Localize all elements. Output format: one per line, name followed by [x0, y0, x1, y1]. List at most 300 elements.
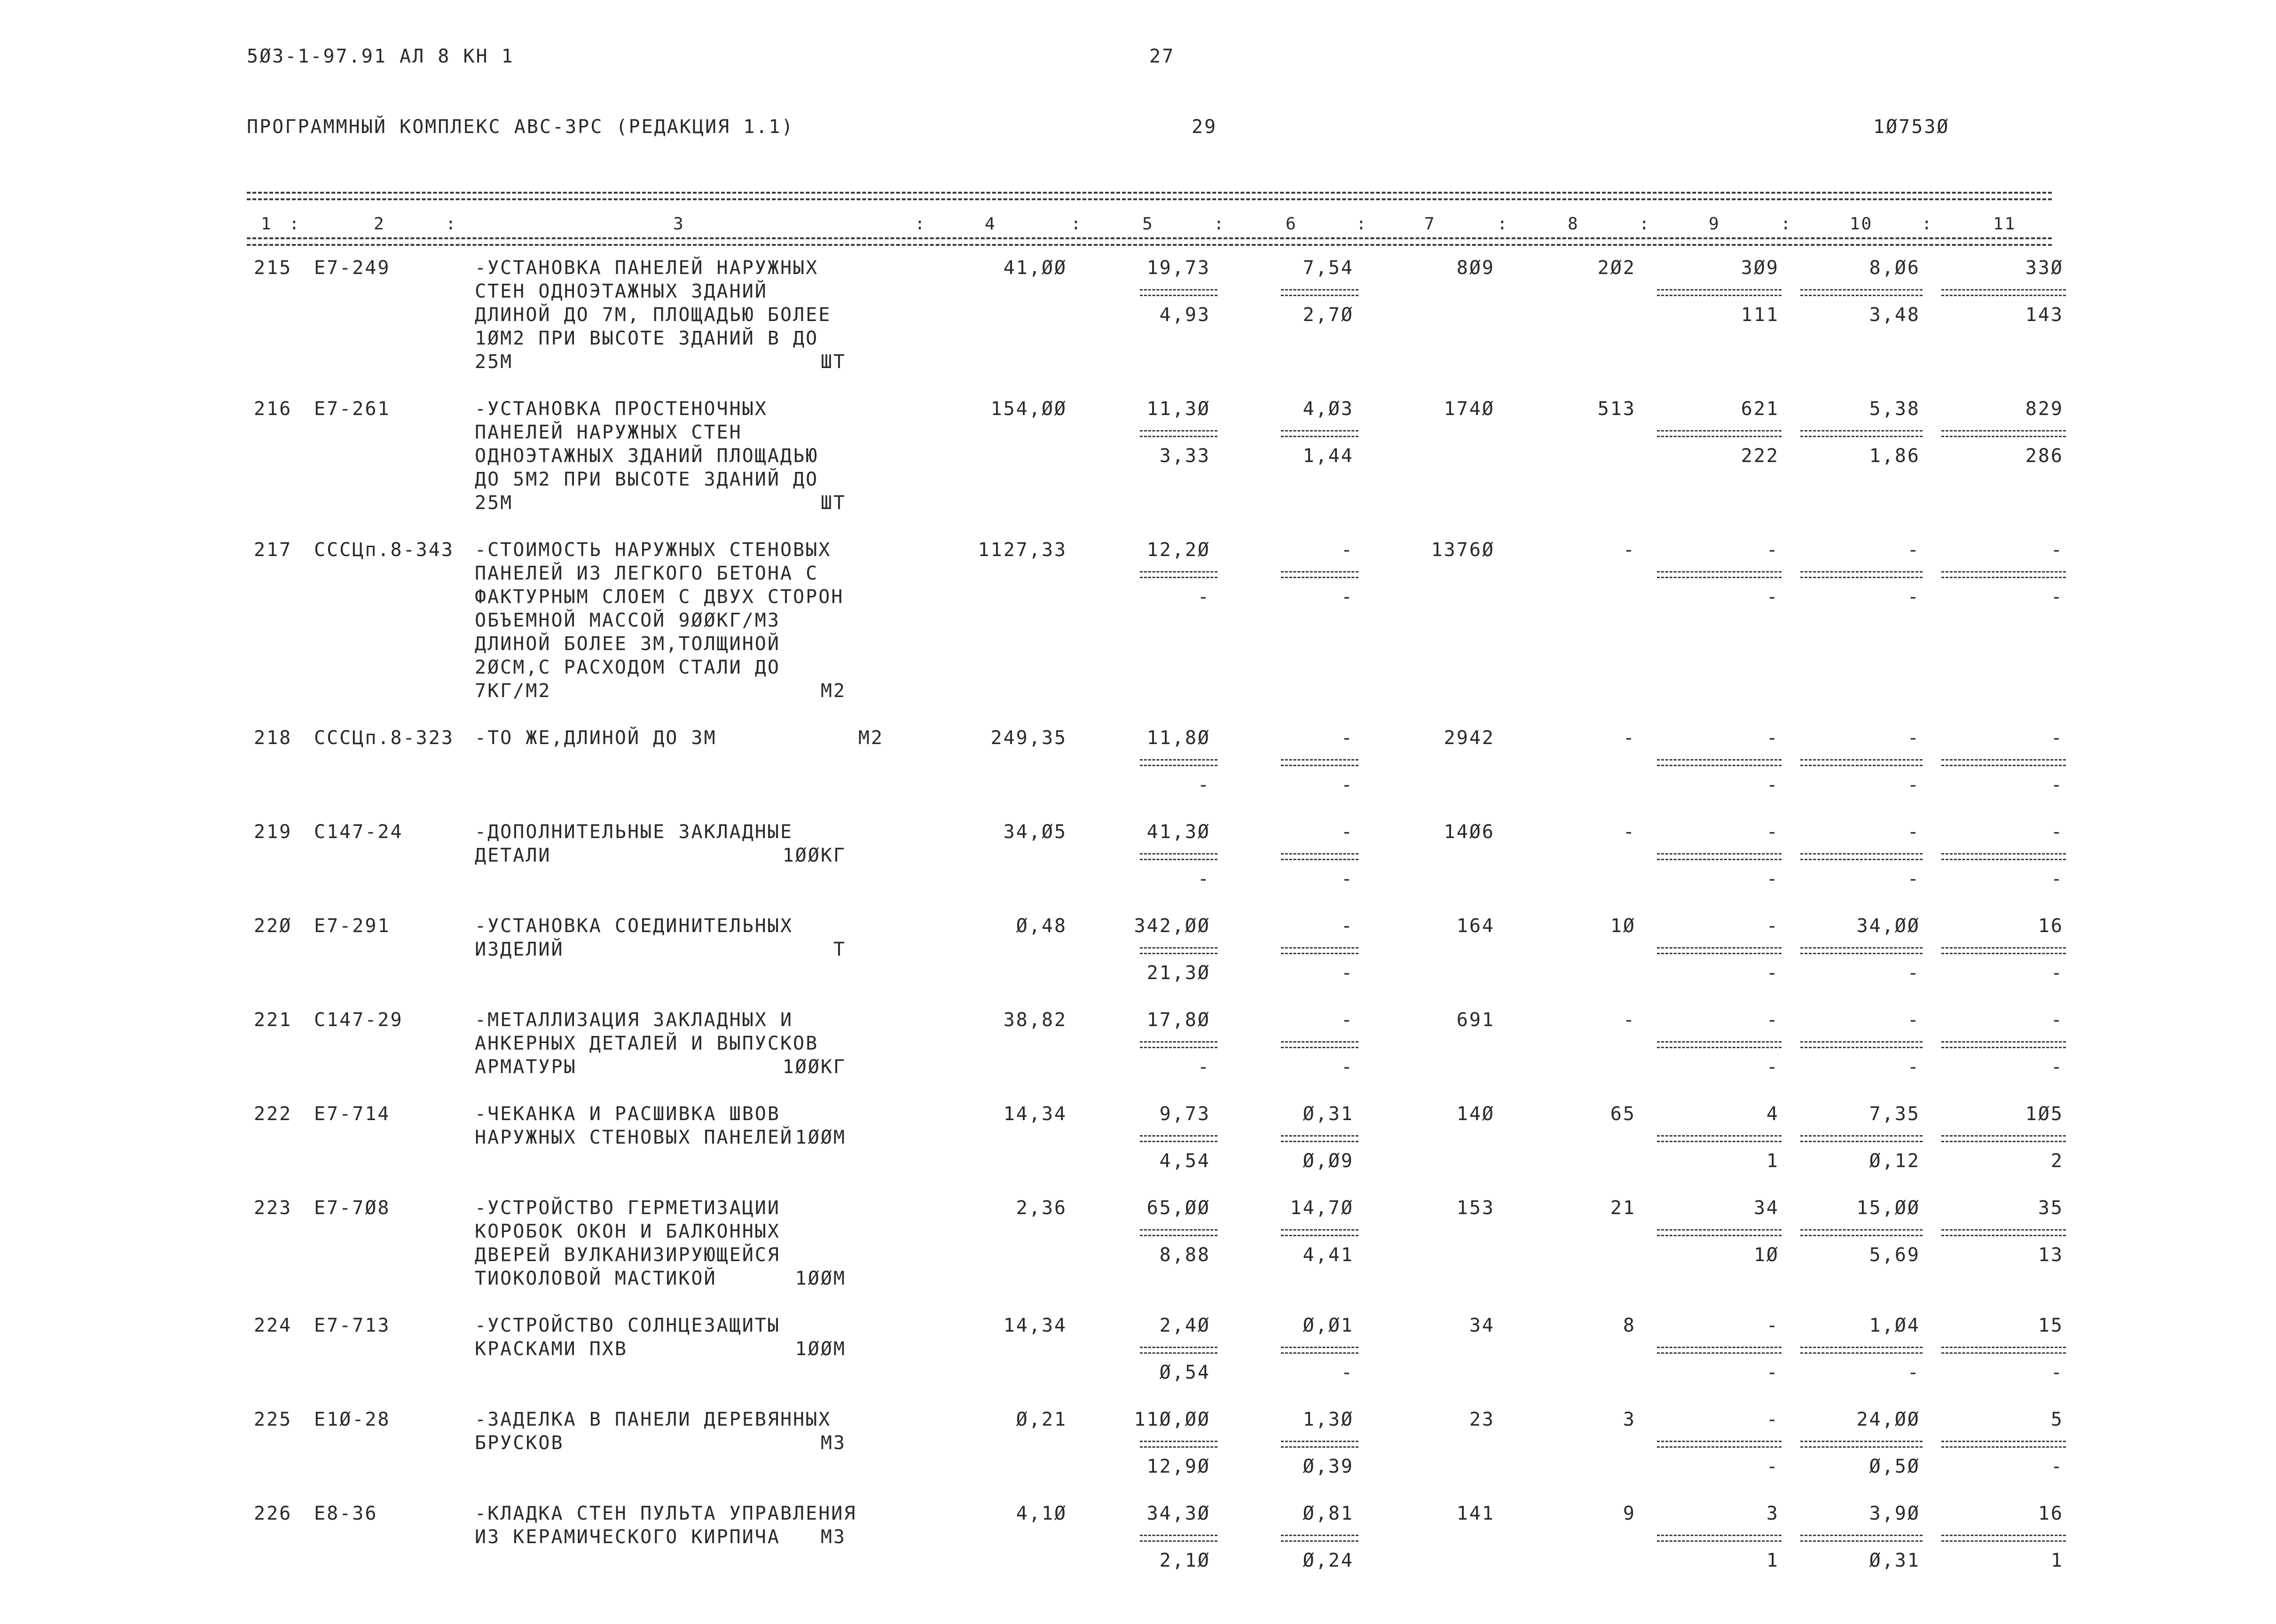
- row-number: 218: [254, 727, 292, 749]
- cell-c5b: 12,9Ø: [1146, 1456, 1210, 1477]
- row-code: Е7-7Ø8: [314, 1197, 391, 1219]
- fraction-rule: [1800, 1041, 1923, 1043]
- cell-c9a: 3Ø9: [1741, 257, 1779, 279]
- fraction-rule: [1800, 577, 1923, 578]
- cell-c6a: 4,Ø3: [1303, 398, 1354, 420]
- row-unit: ШТ: [820, 351, 846, 373]
- cell-c5b: Ø,54: [1159, 1362, 1210, 1383]
- cell-c8: 21: [1610, 1197, 1636, 1219]
- cell-c9b: -: [1766, 962, 1779, 984]
- fraction-rule: [1800, 1141, 1923, 1142]
- cell-c5b: 4,54: [1159, 1150, 1210, 1172]
- fraction-rule: [1941, 853, 2066, 855]
- cell-c10b: Ø,12: [1869, 1150, 1920, 1172]
- row-description-line: ДО 5М2 ПРИ ВЫСОТЕ ЗДАНИЙ ДО: [475, 469, 819, 490]
- cell-c7: 1376Ø: [1431, 539, 1495, 561]
- row-description-line: ПАНЕЛЕЙ ИЗ ЛЕГКОГО БЕТОНА С: [475, 563, 819, 584]
- cell-c4: Ø,21: [1016, 1409, 1067, 1430]
- table-header-bottom-rule-2: [247, 244, 2052, 246]
- fraction-rule: [1281, 947, 1358, 949]
- row-description-line: ОДНОЭТАЖНЫХ ЗДАНИЙ ПЛОЩАДЬЮ: [475, 445, 819, 467]
- fraction-rule: [1140, 1229, 1217, 1231]
- row-unit: 1ØØКГ: [782, 1056, 846, 1078]
- fraction-rule: [1140, 1535, 1217, 1536]
- fraction-rule: [1281, 1041, 1358, 1043]
- fraction-rule: [1281, 577, 1358, 578]
- cell-c11b: -: [2050, 586, 2064, 608]
- table-row: [0, 397, 2276, 519]
- fraction-rule: [1941, 1041, 2066, 1043]
- table-top-rule-1: [247, 192, 2052, 194]
- cell-c10b: 1,86: [1869, 445, 1920, 467]
- cell-c6a: -: [1341, 821, 1354, 843]
- fraction-rule: [1281, 1535, 1358, 1536]
- col-header-sep: :: [446, 214, 457, 234]
- cell-c9a: -: [1766, 1315, 1779, 1336]
- row-description-line: -ДОПОЛНИТЕЛЬНЫЕ ЗАКЛАДНЫЕ: [475, 821, 793, 843]
- col-header-sep: :: [1214, 214, 1225, 234]
- fraction-rule: [1657, 1041, 1782, 1043]
- table-row: [0, 1502, 2276, 1624]
- cell-c7: 23: [1469, 1409, 1495, 1430]
- row-description-line: ФАКТУРНЫМ СЛОЕМ С ДВУХ СТОРОН: [475, 586, 844, 608]
- row-unit: Т: [833, 939, 846, 960]
- fraction-rule: [1140, 1135, 1217, 1137]
- row-unit: ШТ: [820, 492, 846, 514]
- row-description-line: -УСТРОЙСТВО ГЕРМЕТИЗАЦИИ: [475, 1197, 780, 1219]
- row-code: Е7-249: [314, 257, 391, 279]
- document-code: 5Ø3-1-97.91 АЛ 8 КН 1: [247, 46, 514, 67]
- cell-c6b: -: [1341, 1056, 1354, 1078]
- row-description-line: ИЗДЕЛИЙ: [475, 939, 564, 960]
- row-unit: М3: [820, 1432, 846, 1454]
- fraction-rule: [1657, 853, 1782, 855]
- col-header-7: 7: [1424, 214, 1436, 234]
- row-description-line: КРАСКАМИ ПХВ: [475, 1338, 628, 1360]
- row-code: Е7-291: [314, 915, 391, 937]
- cell-c11b: 143: [2025, 304, 2064, 326]
- cell-c11a: -: [2050, 821, 2064, 843]
- cell-c6b: 1,44: [1303, 445, 1354, 467]
- cell-c5b: -: [1197, 868, 1210, 890]
- cell-c6a: Ø,81: [1303, 1503, 1354, 1524]
- fraction-rule: [1800, 859, 1923, 860]
- row-description-line: 1ØМ2 ПРИ ВЫСОТЕ ЗДАНИЙ В ДО: [475, 328, 819, 349]
- row-number: 22Ø: [254, 915, 292, 937]
- fraction-rule: [1657, 295, 1782, 296]
- cell-c6a: 14,7Ø: [1290, 1197, 1354, 1219]
- cell-c11b: -: [2050, 1456, 2064, 1477]
- cell-c5b: -: [1197, 586, 1210, 608]
- row-unit: 1ØØМ: [795, 1268, 846, 1289]
- fraction-rule: [1800, 853, 1923, 855]
- cell-c10b: -: [1907, 962, 1920, 984]
- fraction-rule: [1657, 859, 1782, 860]
- fraction-rule: [1140, 1141, 1217, 1142]
- cell-c10b: -: [1907, 868, 1920, 890]
- fraction-rule: [1657, 571, 1782, 573]
- document-id: 1Ø753Ø: [1873, 116, 1950, 138]
- fraction-rule: [1657, 430, 1782, 431]
- cell-c8: 513: [1597, 398, 1636, 420]
- cell-c5a: 34,3Ø: [1146, 1503, 1210, 1524]
- fraction-rule: [1657, 1535, 1782, 1536]
- fraction-rule: [1281, 430, 1358, 431]
- row-number: 221: [254, 1009, 292, 1031]
- fraction-rule: [1657, 1235, 1782, 1236]
- row-unit: 1ØØКГ: [782, 845, 846, 866]
- cell-c9b: 1: [1766, 1550, 1779, 1571]
- cell-c11a: 829: [2025, 398, 2064, 420]
- cell-c6b: 2,7Ø: [1303, 304, 1354, 326]
- row-description-line: ДЛИНОЙ БОЛЕЕ 3М,ТОЛЩИНОЙ: [475, 633, 780, 655]
- fraction-rule: [1800, 765, 1923, 766]
- fraction-rule: [1941, 859, 2066, 860]
- cell-c11b: 2: [2050, 1150, 2064, 1172]
- cell-c4: 154,ØØ: [990, 398, 1067, 420]
- cell-c4: 34,Ø5: [1003, 821, 1067, 843]
- col-header-11: 11: [1993, 214, 2017, 234]
- cell-c4: 249,35: [990, 727, 1067, 749]
- row-code: Е1Ø-28: [314, 1409, 391, 1430]
- cell-c4: 38,82: [1003, 1009, 1067, 1031]
- cell-c9a: 34: [1753, 1197, 1779, 1219]
- row-number: 225: [254, 1409, 292, 1430]
- cell-c6b: Ø,39: [1303, 1456, 1354, 1477]
- cell-c5b: 4,93: [1159, 304, 1210, 326]
- cell-c10a: 3,9Ø: [1869, 1503, 1920, 1524]
- cell-c9b: -: [1766, 1456, 1779, 1477]
- fraction-rule: [1281, 1235, 1358, 1236]
- fraction-rule: [1800, 947, 1923, 949]
- cell-c5b: 3,33: [1159, 445, 1210, 467]
- table-top-rule-2: [247, 198, 2052, 200]
- cell-c7: 14Ø: [1456, 1103, 1495, 1125]
- cell-c5b: 21,3Ø: [1146, 962, 1210, 984]
- fraction-rule: [1800, 289, 1923, 290]
- row-description-line: -ЧЕКАНКА И РАСШИВКА ШВОВ: [475, 1103, 780, 1125]
- cell-c10a: 15,ØØ: [1856, 1197, 1920, 1219]
- cell-c7: 8Ø9: [1456, 257, 1495, 279]
- cell-c7: 153: [1456, 1197, 1495, 1219]
- cell-c10b: 5,69: [1869, 1244, 1920, 1266]
- row-code: Е7-714: [314, 1103, 391, 1125]
- fraction-rule: [1140, 571, 1217, 573]
- row-code: Е7-713: [314, 1315, 391, 1336]
- fraction-rule: [1800, 430, 1923, 431]
- fraction-rule: [1657, 1135, 1782, 1137]
- fraction-rule: [1140, 295, 1217, 296]
- cell-c4: 14,34: [1003, 1103, 1067, 1125]
- row-code: Е8-36: [314, 1503, 378, 1524]
- cell-c4: 1127,33: [978, 539, 1067, 561]
- cell-c10b: 3,48: [1869, 304, 1920, 326]
- cell-c4: 4,1Ø: [1016, 1503, 1067, 1524]
- fraction-rule: [1140, 853, 1217, 855]
- row-code: СССЦп.8-343: [314, 539, 454, 561]
- fraction-rule: [1281, 859, 1358, 860]
- cell-c10a: -: [1907, 821, 1920, 843]
- row-description-line: -МЕТАЛЛИЗАЦИЯ ЗАКЛАДНЫХ И: [475, 1009, 793, 1031]
- cell-c5a: 2,4Ø: [1159, 1315, 1210, 1336]
- cell-c10a: -: [1907, 539, 1920, 561]
- fraction-rule: [1941, 430, 2066, 431]
- fraction-rule: [1140, 1352, 1217, 1354]
- cell-c5a: 342,ØØ: [1134, 915, 1210, 937]
- cell-c9a: 4: [1766, 1103, 1779, 1125]
- col-header-sep: :: [915, 214, 926, 234]
- row-number: 216: [254, 398, 292, 420]
- cell-c6a: -: [1341, 539, 1354, 561]
- row-description-line: АРМАТУРЫ: [475, 1056, 577, 1078]
- cell-c11b: -: [2050, 868, 2064, 890]
- fraction-rule: [1800, 1446, 1923, 1448]
- cell-c7: 141: [1456, 1503, 1495, 1524]
- fraction-rule: [1800, 295, 1923, 296]
- fraction-rule: [1941, 1352, 2066, 1354]
- fraction-rule: [1140, 1347, 1217, 1348]
- cell-c9b: -: [1766, 868, 1779, 890]
- fraction-rule: [1140, 947, 1217, 949]
- cell-c9a: -: [1766, 1009, 1779, 1031]
- cell-c10b: Ø,31: [1869, 1550, 1920, 1571]
- cell-c11b: -: [2050, 1362, 2064, 1383]
- row-description-line: 7КГ/М2: [475, 680, 551, 702]
- cell-c9b: 222: [1741, 445, 1779, 467]
- row-number: 224: [254, 1315, 292, 1336]
- cell-c11b: 13: [2038, 1244, 2064, 1266]
- row-description-line: ОБЪЕМНОЙ МАССОЙ 9ØØКГ/М3: [475, 610, 780, 631]
- cell-c9a: -: [1766, 539, 1779, 561]
- cell-c7: 34: [1469, 1315, 1495, 1336]
- cell-c8: 3: [1623, 1409, 1636, 1430]
- cell-c8: -: [1623, 727, 1636, 749]
- page-number-inner: 29: [1192, 116, 1217, 138]
- fraction-rule: [1941, 1441, 2066, 1442]
- cell-c11a: 35: [2038, 1197, 2064, 1219]
- cell-c9b: 1Ø: [1753, 1244, 1779, 1266]
- cell-c11a: 33Ø: [2025, 257, 2064, 279]
- program-title: ПРОГРАММНЫЙ КОМПЛЕКС АВС-3РС (РЕДАКЦИЯ 1.1): [247, 116, 794, 138]
- fraction-rule: [1941, 1535, 2066, 1536]
- row-description-line: 25М: [475, 351, 513, 373]
- fraction-rule: [1140, 1441, 1217, 1442]
- row-code: Е7-261: [314, 398, 391, 420]
- fraction-rule: [1281, 759, 1358, 761]
- fraction-rule: [1941, 1047, 2066, 1048]
- cell-c10a: 34,ØØ: [1856, 915, 1920, 937]
- cell-c4: 41,ØØ: [1003, 257, 1067, 279]
- fraction-rule: [1140, 765, 1217, 766]
- col-header-10: 10: [1850, 214, 1873, 234]
- fraction-rule: [1941, 765, 2066, 766]
- cell-c7: 2942: [1444, 727, 1495, 749]
- fraction-rule: [1941, 289, 2066, 290]
- cell-c10a: 5,38: [1869, 398, 1920, 420]
- fraction-rule: [1657, 577, 1782, 578]
- col-header-9: 9: [1709, 214, 1720, 234]
- fraction-rule: [1800, 1540, 1923, 1542]
- cell-c6a: Ø,31: [1303, 1103, 1354, 1125]
- fraction-rule: [1800, 571, 1923, 573]
- fraction-rule: [1140, 1041, 1217, 1043]
- cell-c6b: Ø,24: [1303, 1550, 1354, 1571]
- cell-c11a: -: [2050, 539, 2064, 561]
- cell-c9b: 1: [1766, 1150, 1779, 1172]
- fraction-rule: [1140, 953, 1217, 954]
- row-number: 222: [254, 1103, 292, 1125]
- fraction-rule: [1941, 1229, 2066, 1231]
- cell-c10a: 7,35: [1869, 1103, 1920, 1125]
- fraction-rule: [1941, 571, 2066, 573]
- cell-c6b: -: [1341, 774, 1354, 796]
- cell-c9b: -: [1766, 774, 1779, 796]
- cell-c10b: -: [1907, 1362, 1920, 1383]
- cell-c11a: 5: [2050, 1409, 2064, 1430]
- cell-c6b: -: [1341, 868, 1354, 890]
- cell-c11a: 16: [2038, 1503, 2064, 1524]
- fraction-rule: [1941, 1135, 2066, 1137]
- cell-c8: 1Ø: [1610, 915, 1636, 937]
- fraction-rule: [1281, 1229, 1358, 1231]
- cell-c7: 164: [1456, 915, 1495, 937]
- row-description-line: НАРУЖНЫХ СТЕНОВЫХ ПАНЕЛЕЙ: [475, 1127, 793, 1148]
- fraction-rule: [1657, 1347, 1782, 1348]
- row-description-line: -ЗАДЕЛКА В ПАНЕЛИ ДЕРЕВЯННЫХ: [475, 1409, 832, 1430]
- cell-c7: 14Ø6: [1444, 821, 1495, 843]
- cell-c8: -: [1623, 539, 1636, 561]
- fraction-rule: [1657, 1141, 1782, 1142]
- cell-c11b: -: [2050, 1056, 2064, 1078]
- cell-c4: 2,36: [1016, 1197, 1067, 1219]
- fraction-rule: [1657, 436, 1782, 437]
- table-row: [0, 1196, 2276, 1318]
- cell-c5a: 19,73: [1146, 257, 1210, 279]
- fraction-rule: [1140, 1235, 1217, 1236]
- col-header-sep: :: [1356, 214, 1368, 234]
- cell-c11a: 15: [2038, 1315, 2064, 1336]
- cell-c6a: Ø,Ø1: [1303, 1315, 1354, 1336]
- cell-c11b: -: [2050, 774, 2064, 796]
- cell-c6b: Ø,Ø9: [1303, 1150, 1354, 1172]
- fraction-rule: [1800, 1047, 1923, 1048]
- fraction-rule: [1800, 436, 1923, 437]
- cell-c5b: 2,1Ø: [1159, 1550, 1210, 1571]
- col-header-6: 6: [1286, 214, 1297, 234]
- row-description-line: -УСТАНОВКА СОЕДИНИТЕЛЬНЫХ: [475, 915, 793, 937]
- col-header-3: 3: [673, 214, 685, 234]
- col-header-sep: :: [1071, 214, 1083, 234]
- fraction-rule: [1941, 953, 2066, 954]
- row-description-line: БРУСКОВ: [475, 1432, 564, 1454]
- fraction-rule: [1941, 759, 2066, 761]
- fraction-rule: [1941, 295, 2066, 296]
- row-description-line: АНКЕРНЫХ ДЕТАЛЕЙ И ВЫПУСКОВ: [475, 1033, 819, 1054]
- cell-c8: 65: [1610, 1103, 1636, 1125]
- col-header-8: 8: [1568, 214, 1579, 234]
- table-header-bottom-rule-1: [247, 237, 2052, 239]
- fraction-rule: [1800, 1135, 1923, 1137]
- cell-c10b: Ø,5Ø: [1869, 1456, 1920, 1477]
- cell-c7: 174Ø: [1444, 398, 1495, 420]
- fraction-rule: [1941, 577, 2066, 578]
- cell-c8: 9: [1623, 1503, 1636, 1524]
- fraction-rule: [1140, 759, 1217, 761]
- fraction-rule: [1657, 1540, 1782, 1542]
- cell-c11a: -: [2050, 727, 2064, 749]
- fraction-rule: [1281, 1540, 1358, 1542]
- fraction-rule: [1657, 1229, 1782, 1231]
- fraction-rule: [1281, 295, 1358, 296]
- fraction-rule: [1800, 1535, 1923, 1536]
- row-number: 223: [254, 1197, 292, 1219]
- row-number: 226: [254, 1503, 292, 1524]
- cell-c6b: -: [1341, 586, 1354, 608]
- row-description-line: ПАНЕЛЕЙ НАРУЖНЫХ СТЕН: [475, 422, 742, 443]
- cell-c8: 2Ø2: [1597, 257, 1636, 279]
- row-unit: 1ØØМ: [795, 1127, 846, 1148]
- row-description-line: -КЛАДКА СТЕН ПУЛЬТА УПРАВЛЕНИЯ: [475, 1503, 857, 1524]
- fraction-rule: [1657, 759, 1782, 761]
- cell-c10a: 1,Ø4: [1869, 1315, 1920, 1336]
- fraction-rule: [1941, 1347, 2066, 1348]
- cell-c5a: 9,73: [1159, 1103, 1210, 1125]
- fraction-rule: [1140, 430, 1217, 431]
- row-description-line: КОРОБОК ОКОН И БАЛКОННЫХ: [475, 1221, 780, 1242]
- cell-c8: 8: [1623, 1315, 1636, 1336]
- cell-c6b: -: [1341, 962, 1354, 984]
- row-unit: М2: [858, 727, 884, 749]
- fraction-rule: [1657, 1441, 1782, 1442]
- fraction-rule: [1140, 577, 1217, 578]
- fraction-rule: [1800, 1347, 1923, 1348]
- cell-c5a: 11Ø,ØØ: [1134, 1409, 1210, 1430]
- cell-c9a: -: [1766, 915, 1779, 937]
- cell-c9a: -: [1766, 821, 1779, 843]
- cell-c5a: 11,8Ø: [1146, 727, 1210, 749]
- row-unit: 1ØØМ: [795, 1338, 846, 1360]
- fraction-rule: [1281, 1352, 1358, 1354]
- cell-c11a: 1Ø5: [2025, 1103, 2064, 1125]
- fraction-rule: [1800, 1441, 1923, 1442]
- row-code: С147-24: [314, 821, 403, 843]
- cell-c5a: 65,ØØ: [1146, 1197, 1210, 1219]
- fraction-rule: [1941, 1235, 2066, 1236]
- col-header-sep: :: [1781, 214, 1792, 234]
- fraction-rule: [1941, 1446, 2066, 1448]
- row-number: 219: [254, 821, 292, 843]
- fraction-rule: [1281, 1047, 1358, 1048]
- row-description-line: -УСТАНОВКА ПРОСТЕНОЧНЫХ: [475, 398, 768, 420]
- table-row: [0, 538, 2276, 702]
- cell-c6a: 1,3Ø: [1303, 1409, 1354, 1430]
- cell-c5b: 8,88: [1159, 1244, 1210, 1266]
- fraction-rule: [1657, 765, 1782, 766]
- fraction-rule: [1657, 289, 1782, 290]
- row-unit: М3: [820, 1526, 846, 1548]
- cell-c4: Ø,48: [1016, 915, 1067, 937]
- cell-c10b: -: [1907, 1056, 1920, 1078]
- cell-c10a: -: [1907, 1009, 1920, 1031]
- fraction-rule: [1657, 953, 1782, 954]
- col-header-sep: :: [1497, 214, 1509, 234]
- row-description-line: СТЕН ОДНОЭТАЖНЫХ ЗДАНИЙ: [475, 281, 768, 302]
- fraction-rule: [1800, 953, 1923, 954]
- fraction-rule: [1281, 853, 1358, 855]
- cell-c7: 691: [1456, 1009, 1495, 1031]
- row-description-line: -УСТАНОВКА ПАНЕЛЕЙ НАРУЖНЫХ: [475, 257, 819, 279]
- fraction-rule: [1140, 1047, 1217, 1048]
